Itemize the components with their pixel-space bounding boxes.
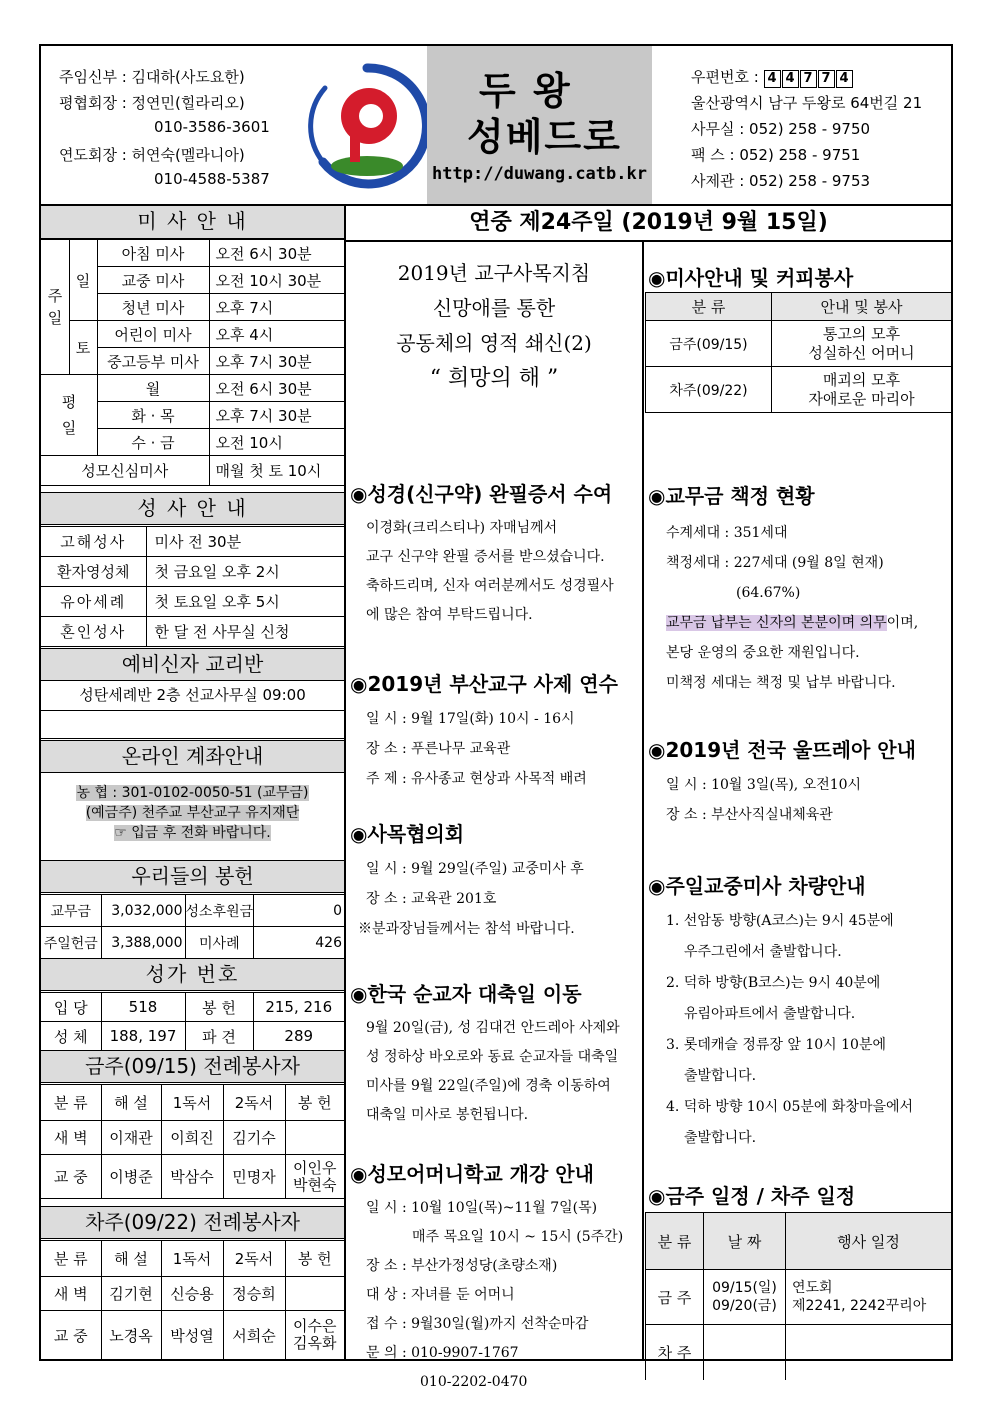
- server-name: 김기현: [101, 1277, 161, 1311]
- text-line: 장 소 : 푸른나무 교육관: [366, 741, 511, 757]
- schedule-events: [786, 1325, 952, 1380]
- middle-column: [346, 242, 644, 1390]
- text-line: 일 시 : 9월 29일(주일) 교중미사 후: [366, 861, 584, 877]
- schedule-dates: [704, 1325, 786, 1380]
- dues-body: [666, 518, 918, 698]
- hymn-label: 성 체: [41, 1022, 101, 1051]
- schedule-head: 날 짜: [704, 1213, 786, 1270]
- sunday-sub-label: 일: [69, 240, 97, 321]
- postal-label: 우편번호 :: [691, 68, 759, 86]
- yeondo-president-line: 연도회장 : 허연숙(멜라니아): [59, 146, 245, 164]
- right-column: [644, 242, 951, 1361]
- martyrs-section-title: ◉한국 순교자 대축일 이동: [350, 982, 582, 1006]
- vehicle-body: [666, 906, 913, 1154]
- dues-section-title: ◉교무금 책정 현황: [648, 484, 815, 508]
- server-name: 김기수: [223, 1121, 285, 1155]
- hymn-number: 518: [101, 993, 185, 1022]
- sacrament-time: 미사 전 30분: [146, 527, 344, 557]
- coffee-head: 안내 및 봉사: [772, 293, 952, 321]
- server-name: 이재관: [101, 1121, 161, 1155]
- fax-number: 팩 스 : 052) 258 - 9751: [691, 146, 861, 164]
- text-line: 미책정 세대는 책정 및 납부 바랍니다.: [666, 675, 896, 691]
- server-name: 서희순: [223, 1311, 285, 1360]
- sunday-text: 주일: [47, 287, 63, 327]
- text-line: ※분과장님들께서는 참석 바랍니다.: [358, 921, 575, 937]
- ultreya-section-title: ◉2019년 전국 울뜨레아 안내: [648, 738, 916, 762]
- server-name: 이병준: [101, 1155, 161, 1199]
- servers-head: 봉 헌: [285, 1241, 344, 1277]
- postal-digit: 7: [800, 70, 817, 88]
- offering-amount: 3,388,000: [101, 927, 185, 959]
- mass-time: 오후 7시 30분: [209, 348, 344, 375]
- hymn-section-title: 성가 번호: [41, 958, 344, 991]
- text-line: 우주그린에서 출발합니다.: [684, 944, 842, 960]
- sacrament-name: 환자영성체: [41, 557, 146, 587]
- church-name-line1: 두 왕: [479, 69, 572, 113]
- mass-name: 어린이 미사: [97, 321, 209, 348]
- postal-digit: 4: [782, 70, 799, 88]
- hymn-label: 파 견: [185, 1022, 253, 1051]
- coffee-servers: 매괴의 모후 자애로운 마리아: [772, 367, 952, 413]
- account-holder: (예금주) 천주교 부산교구 유지재단: [85, 805, 300, 821]
- pastor-line: 주임신부 : 김대하(사도요한): [59, 68, 245, 86]
- sacrament-section-title: 성 사 안 내: [41, 492, 344, 525]
- website-url: http://duwang.catb.kr: [432, 164, 647, 184]
- sacrament-name: 고해성사: [41, 527, 146, 557]
- mass-name: 교중 미사: [97, 267, 209, 294]
- council-president-line: 평협회장 : 정연민(힐라리오): [59, 94, 245, 112]
- mass-name: 아침 미사: [97, 240, 209, 267]
- servers-this-week-title: 금주(09/15) 전례봉사자: [41, 1050, 344, 1083]
- text-line: 대축일 미사로 봉헌됩니다.: [366, 1107, 529, 1123]
- vehicle-section-title: ◉주일교중미사 차량안내: [648, 874, 866, 898]
- bible-section-title: ◉성경(신구약) 완필증서 수여: [350, 482, 613, 506]
- yeondo-president-phone: 010-4588-5387: [154, 170, 270, 188]
- servers-head: 1독서: [161, 1085, 223, 1121]
- training-section-title: ◉2019년 부산교구 사제 연수: [350, 672, 618, 696]
- servers-type: 교 중: [41, 1155, 101, 1199]
- council-president-phone: 010-3586-3601: [154, 118, 270, 136]
- offering-section-title: 우리들의 봉헌: [41, 860, 344, 893]
- schedule-head: 행사 일정: [786, 1213, 952, 1270]
- offering-label: 주일헌금: [41, 927, 101, 959]
- mass-name: 화 · 목: [97, 402, 209, 429]
- servers-type: 새 벽: [41, 1277, 101, 1311]
- mass-table: [41, 239, 344, 486]
- coffee-week: 차주(09/22): [646, 367, 772, 413]
- text-line: 수계세대 : 351세대: [666, 525, 788, 541]
- postal-digit: 4: [764, 70, 781, 88]
- postal-code: [691, 66, 854, 88]
- postal-digit: 7: [818, 70, 835, 88]
- saturday-label: 토: [69, 321, 97, 375]
- servers-next-week-table: [41, 1240, 344, 1360]
- server-name: 이인우 박현숙: [285, 1155, 344, 1199]
- offering-amount: 3,032,000: [101, 895, 185, 927]
- text-line: 일 시 : 10월 10일(목)~11월 7일(목): [366, 1200, 598, 1216]
- account-info: [41, 774, 344, 860]
- servers-this-week-table: [41, 1084, 344, 1199]
- offering-label: 교무금: [41, 895, 101, 927]
- coffee-table: [645, 292, 951, 413]
- mass-name: 수 · 금: [97, 429, 209, 456]
- mass-time: 오후 7시: [209, 294, 344, 321]
- mass-time: 오전 10시: [209, 429, 344, 456]
- offering-amount: 0: [254, 895, 344, 927]
- parish-logo-icon: [303, 62, 431, 190]
- header: [41, 46, 951, 206]
- text-line: (64.67%): [736, 585, 801, 601]
- server-name: 노경옥: [101, 1311, 161, 1360]
- ultreya-body: [666, 770, 861, 830]
- text-line: 교구 신구약 완필 증서를 받으셨습니다.: [366, 549, 605, 565]
- sacrament-name: 혼인성사: [41, 617, 146, 647]
- mass-time: 오후 7시 30분: [209, 402, 344, 429]
- pastoral-guideline: [346, 256, 642, 396]
- mass-name: 청년 미사: [97, 294, 209, 321]
- offering-label: 성소후원금: [185, 895, 254, 927]
- text-line: 대 상 : 자녀를 둔 어머니: [366, 1287, 515, 1303]
- pastoral-motto: “ 희망의 해 ”: [429, 366, 559, 391]
- bible-body: [366, 514, 614, 630]
- mass-time: 오전 10시 30분: [209, 267, 344, 294]
- left-column: [41, 206, 346, 1361]
- text-line: 2. 덕하 방향(B코스)는 9시 40분에: [666, 975, 881, 991]
- servers-head: 해 설: [101, 1241, 161, 1277]
- text-line: 주 제 : 유사종교 현상과 사목적 배려: [366, 771, 587, 787]
- servers-head: 봉 헌: [285, 1085, 344, 1121]
- mass-name: 중고등부 미사: [97, 348, 209, 375]
- title-box: [427, 46, 652, 204]
- address: 울산광역시 남구 두왕로 64번길 21: [691, 94, 923, 112]
- schedule-dates: 09/15(일) 09/20(금): [704, 1270, 786, 1325]
- server-name: [285, 1277, 344, 1311]
- special-mass-name: 성모신심미사: [41, 456, 209, 486]
- weekday-label: [41, 375, 97, 456]
- text-line: 9월 20일(금), 성 김대건 안드레아 사제와: [366, 1020, 620, 1036]
- highlighted-text: 교무금 납부는 신자의 본분이며 의무: [666, 615, 887, 631]
- schedule-events: 연도회 제2241, 2242꾸리아: [786, 1270, 952, 1325]
- sacrament-time: 첫 금요일 오후 2시: [146, 557, 344, 587]
- sacrament-time: 한 달 전 사무실 신청: [146, 617, 344, 647]
- servers-head: 1독서: [161, 1241, 223, 1277]
- schedule-head: 분 류: [646, 1213, 704, 1270]
- council-body: [358, 854, 584, 944]
- text-line: 출발합니다.: [684, 1130, 757, 1146]
- text-line: 일 시 : 10월 3일(목), 오전10시: [666, 777, 862, 793]
- coffee-servers: 통고의 모후 성실하신 어머니: [772, 321, 952, 367]
- server-name: 이희진: [161, 1121, 223, 1155]
- text-line: 책정세대 : 227세대 (9월 8일 현재): [666, 555, 884, 571]
- text-line: 유림아파트에서 출발합니다.: [684, 1006, 856, 1022]
- mass-time: 오후 4시: [209, 321, 344, 348]
- servers-type: 새 벽: [41, 1121, 101, 1155]
- schedule-table: [645, 1212, 951, 1380]
- text-line: 1. 선암동 방향(A코스)는 9시 45분에: [666, 913, 894, 929]
- servers-head: 해 설: [101, 1085, 161, 1121]
- text-line: 미사를 9월 22일(주일)에 경축 이동하여: [366, 1078, 611, 1094]
- text-line: [666, 608, 918, 638]
- account-note: ☞ 입금 후 전화 바랍니다.: [114, 825, 271, 841]
- council-section-title: ◉사목협의회: [350, 822, 465, 846]
- text-fragment: 이며,: [886, 615, 919, 631]
- text-line: 문 의 : 010-9907-1767: [366, 1345, 519, 1361]
- martyrs-body: [366, 1014, 620, 1130]
- text-line: 출발합니다.: [684, 1068, 757, 1084]
- sunday-label: [41, 240, 69, 375]
- training-body: [366, 704, 587, 794]
- text-line: 일 시 : 9월 17일(화) 10시 - 16시: [366, 711, 575, 727]
- catechumen-class: 성탄세례반 2층 선교사무실 09:00: [41, 681, 344, 711]
- coffee-week: 금주(09/15): [646, 321, 772, 367]
- church-name-line2: 성베드로: [467, 115, 622, 159]
- text-line: 이경화(크리스티나) 자매님께서: [366, 520, 558, 536]
- text-line: 010-2202-0470: [420, 1374, 528, 1390]
- main-title: 연중 제24주일 (2019년 9월 15일): [346, 206, 951, 242]
- hymn-table: [41, 992, 344, 1051]
- server-name: 민명자: [223, 1155, 285, 1199]
- pastoral-line: 공동체의 영적 쇄신(2): [396, 331, 592, 355]
- hymn-number: 289: [253, 1022, 344, 1051]
- mass-name: 월: [97, 375, 209, 402]
- servers-head: 2독서: [223, 1241, 285, 1277]
- blank-row: [41, 711, 344, 739]
- servers-head: 분 류: [41, 1085, 101, 1121]
- pastoral-line: 2019년 교구사목지침: [397, 261, 591, 285]
- text-line: 성 정하상 바오로와 동료 순교자들 대축일: [366, 1049, 619, 1065]
- server-name: 정승희: [223, 1277, 285, 1311]
- account-section-title: 온라인 계좌안내: [41, 740, 344, 773]
- mass-section-title: 미 사 안 내: [41, 206, 344, 239]
- mother-school-body: [366, 1194, 623, 1397]
- text-line: 접 수 : 9월30일(월)까지 선착순마감: [366, 1316, 589, 1332]
- bulletin-page: [39, 44, 953, 1390]
- text-line: 장 소 : 부산가정성당(초량소재): [366, 1258, 558, 1274]
- weekday-text: 평일: [61, 393, 77, 437]
- text-line: 에 많은 참여 부탁드립니다.: [366, 607, 533, 623]
- sacrament-table: [41, 526, 344, 647]
- server-name: 신승용: [161, 1277, 223, 1311]
- text-line: 3. 롯데캐슬 정류장 앞 10시 10분에: [666, 1037, 887, 1053]
- server-name: 박성열: [161, 1311, 223, 1360]
- mother-school-section-title: ◉성모어머니학교 개강 안내: [350, 1162, 594, 1186]
- server-name: 박삼수: [161, 1155, 223, 1199]
- servers-head: 분 류: [41, 1241, 101, 1277]
- offering-table: [41, 894, 344, 959]
- schedule-section-title: ◉금주 일정 / 차주 일정: [648, 1184, 856, 1208]
- servers-type: 교 중: [41, 1311, 101, 1360]
- pastoral-line: 신망애를 통한: [432, 296, 556, 320]
- mass-time: 오전 6시 30분: [209, 240, 344, 267]
- text-line: 4. 덕하 방향 10시 05분에 화창마을에서: [666, 1099, 914, 1115]
- coffee-section-title: ◉미사안내 및 커피봉사: [648, 266, 854, 290]
- servers-next-week-title: 차주(09/22) 전례봉사자: [41, 1206, 344, 1239]
- schedule-week-label: 금 주: [646, 1270, 704, 1325]
- office-phone: 사무실 : 052) 258 - 9750: [691, 120, 871, 138]
- text-line: 본당 운영의 중요한 재원입니다.: [666, 645, 860, 661]
- catechumen-section-title: 예비신자 교리반: [41, 648, 344, 681]
- hymn-number: 215, 216: [253, 993, 344, 1022]
- offering-label: 미사례: [185, 927, 254, 959]
- server-name: 이수은 김옥화: [285, 1311, 344, 1360]
- text-line: 매주 목요일 10시 ~ 15시 (5주간): [412, 1229, 624, 1245]
- sacrament-name: 유아세례: [41, 587, 146, 617]
- schedule-week-label: 차 주: [646, 1325, 704, 1380]
- sacrament-time: 첫 토요일 오후 5시: [146, 587, 344, 617]
- hymn-number: 188, 197: [101, 1022, 185, 1051]
- text-line: 축하드리며, 신자 여러분께서도 성경필사: [366, 578, 614, 594]
- mass-time: 오전 6시 30분: [209, 375, 344, 402]
- text-line: 장 소 : 교육관 201호: [366, 891, 497, 907]
- hymn-label: 입 당: [41, 993, 101, 1022]
- postal-digit: 4: [836, 70, 853, 88]
- coffee-head: 분 류: [646, 293, 772, 321]
- text-line: 장 소 : 부산사직실내체육관: [666, 807, 833, 823]
- servers-head: 2독서: [223, 1085, 285, 1121]
- server-name: [285, 1121, 344, 1155]
- offering-amount: 426: [254, 927, 344, 959]
- account-number: 농 협 : 301-0102-0050-51 (교무금): [76, 785, 309, 801]
- special-mass-time: 매월 첫 토 10시: [209, 456, 344, 486]
- hymn-label: 봉 헌: [185, 993, 253, 1022]
- rectory-phone: 사제관 : 052) 258 - 9753: [691, 172, 871, 190]
